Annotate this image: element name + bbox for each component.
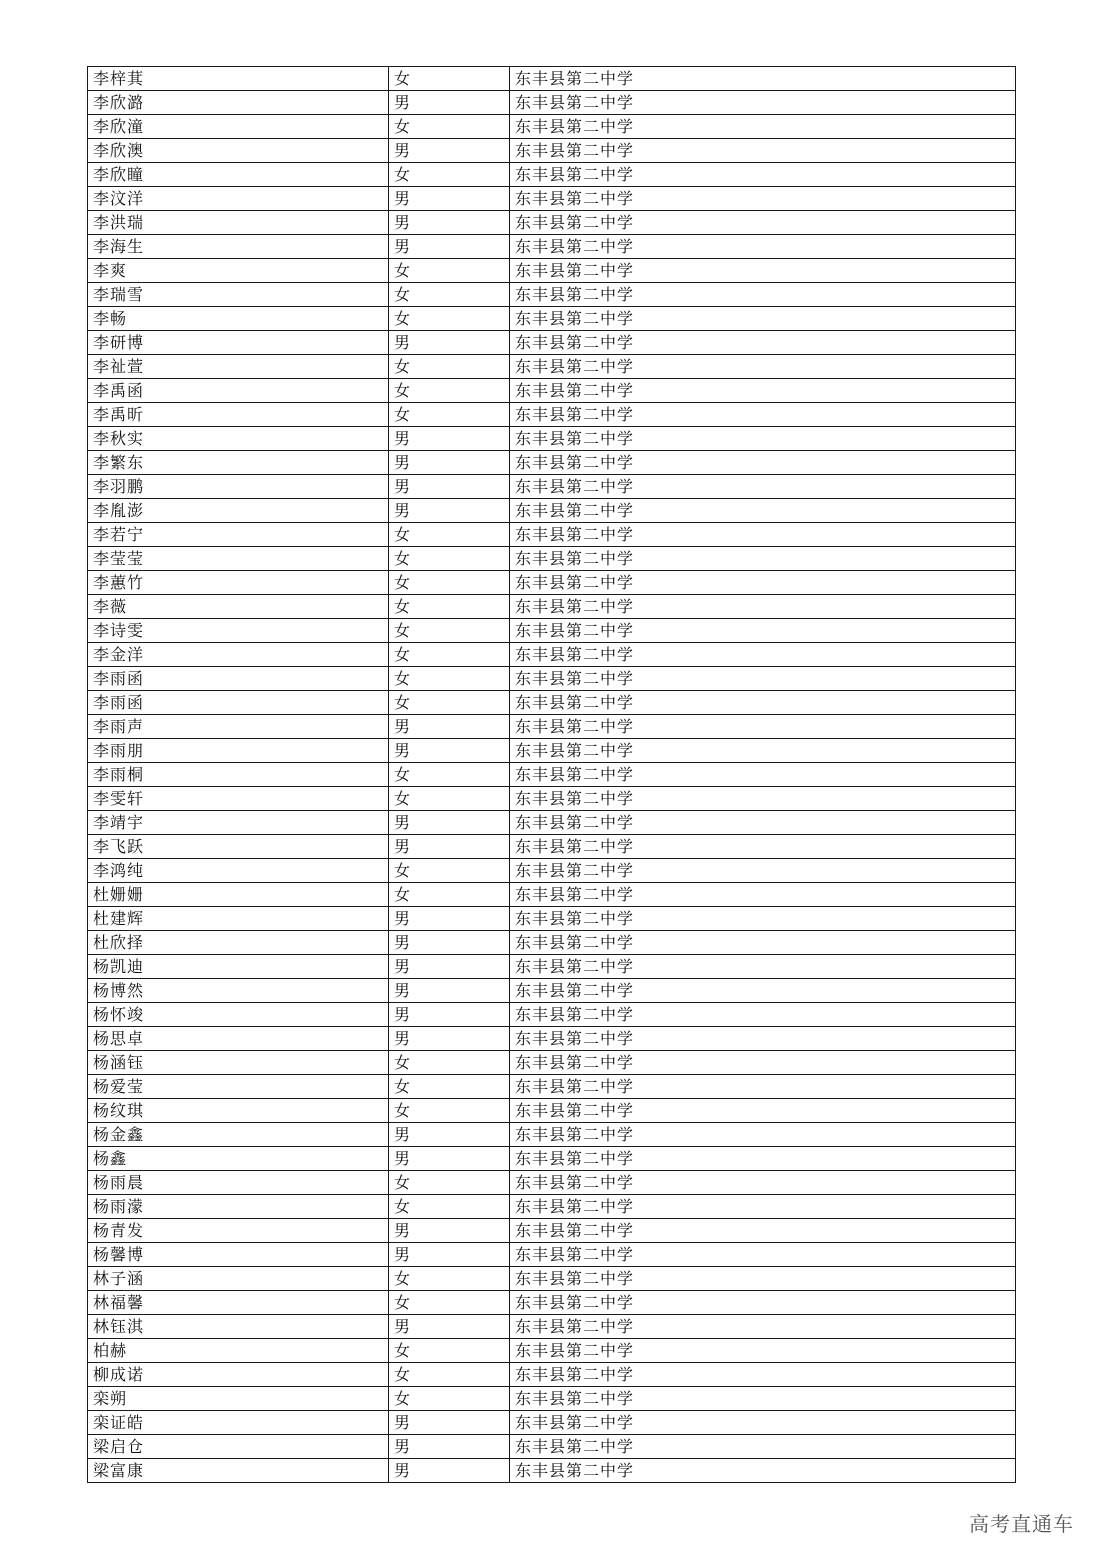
student-name-cell: 杨爱莹 xyxy=(88,1075,389,1099)
student-name-cell: 杨雨晨 xyxy=(88,1171,389,1195)
student-name-cell: 李薇 xyxy=(88,595,389,619)
table-row xyxy=(88,283,1016,307)
student-name-cell: 李羽鹏 xyxy=(88,475,389,499)
school-cell: 东丰县第二中学 xyxy=(510,1339,1016,1363)
student-name-cell: 杜欣择 xyxy=(88,931,389,955)
student-name-cell: 李梓萁 xyxy=(88,67,389,91)
table-row xyxy=(88,115,1016,139)
student-name-cell: 梁启仓 xyxy=(88,1435,389,1459)
table-row xyxy=(88,835,1016,859)
school-cell: 东丰县第二中学 xyxy=(510,595,1016,619)
school-cell: 东丰县第二中学 xyxy=(510,115,1016,139)
student-name-cell: 杜姗姗 xyxy=(88,883,389,907)
gender-cell: 女 xyxy=(389,115,510,139)
student-name-cell: 李莹莹 xyxy=(88,547,389,571)
school-cell: 东丰县第二中学 xyxy=(510,739,1016,763)
table-row xyxy=(88,523,1016,547)
gender-cell: 女 xyxy=(389,691,510,715)
school-cell: 东丰县第二中学 xyxy=(510,187,1016,211)
table-row xyxy=(88,1147,1016,1171)
table-row xyxy=(88,331,1016,355)
table-row xyxy=(88,211,1016,235)
gender-cell: 男 xyxy=(389,1147,510,1171)
gender-cell: 女 xyxy=(389,547,510,571)
student-name-cell: 杨纹琪 xyxy=(88,1099,389,1123)
table-row xyxy=(88,1099,1016,1123)
school-cell: 东丰县第二中学 xyxy=(510,139,1016,163)
table-row xyxy=(88,907,1016,931)
gender-cell: 女 xyxy=(389,859,510,883)
gender-cell: 女 xyxy=(389,787,510,811)
student-name-cell: 李欣澳 xyxy=(88,139,389,163)
table-row xyxy=(88,451,1016,475)
table-row xyxy=(88,1339,1016,1363)
student-name-cell: 李雨声 xyxy=(88,715,389,739)
table-row xyxy=(88,691,1016,715)
gender-cell: 男 xyxy=(389,739,510,763)
school-cell: 东丰县第二中学 xyxy=(510,331,1016,355)
gender-cell: 女 xyxy=(389,379,510,403)
student-name-cell: 李靖宇 xyxy=(88,811,389,835)
school-cell: 东丰县第二中学 xyxy=(510,715,1016,739)
school-cell: 东丰县第二中学 xyxy=(510,475,1016,499)
gender-cell: 女 xyxy=(389,283,510,307)
school-cell: 东丰县第二中学 xyxy=(510,643,1016,667)
table-row xyxy=(88,955,1016,979)
school-cell: 东丰县第二中学 xyxy=(510,1123,1016,1147)
school-cell: 东丰县第二中学 xyxy=(510,1075,1016,1099)
gender-cell: 男 xyxy=(389,1411,510,1435)
gender-cell: 男 xyxy=(389,1459,510,1483)
student-name-cell: 杨鑫 xyxy=(88,1147,389,1171)
student-name-cell: 李雯轩 xyxy=(88,787,389,811)
gender-cell: 男 xyxy=(389,1435,510,1459)
table-row xyxy=(88,643,1016,667)
gender-cell: 男 xyxy=(389,1003,510,1027)
gender-cell: 女 xyxy=(389,571,510,595)
school-cell: 东丰县第二中学 xyxy=(510,1291,1016,1315)
school-cell: 东丰县第二中学 xyxy=(510,691,1016,715)
table-row xyxy=(88,1267,1016,1291)
table-row xyxy=(88,1171,1016,1195)
gender-cell: 女 xyxy=(389,619,510,643)
table-row xyxy=(88,307,1016,331)
student-name-cell: 柏赫 xyxy=(88,1339,389,1363)
school-cell: 东丰县第二中学 xyxy=(510,307,1016,331)
school-cell: 东丰县第二中学 xyxy=(510,859,1016,883)
student-name-cell: 李秋实 xyxy=(88,427,389,451)
gender-cell: 男 xyxy=(389,811,510,835)
table-row xyxy=(88,667,1016,691)
table-row xyxy=(88,1027,1016,1051)
student-name-cell: 李汶洋 xyxy=(88,187,389,211)
table-row xyxy=(88,1363,1016,1387)
student-name-cell: 栾朔 xyxy=(88,1387,389,1411)
table-row xyxy=(88,883,1016,907)
table-row xyxy=(88,1075,1016,1099)
student-name-cell: 李海生 xyxy=(88,235,389,259)
student-name-cell: 杨涵钰 xyxy=(88,1051,389,1075)
gender-cell: 男 xyxy=(389,907,510,931)
table-row xyxy=(88,235,1016,259)
gender-cell: 男 xyxy=(389,955,510,979)
table-row xyxy=(88,499,1016,523)
school-cell: 东丰县第二中学 xyxy=(510,883,1016,907)
school-cell: 东丰县第二中学 xyxy=(510,1363,1016,1387)
student-name-cell: 李欣瞳 xyxy=(88,163,389,187)
table-row xyxy=(88,571,1016,595)
gender-cell: 女 xyxy=(389,1363,510,1387)
student-roster-table xyxy=(87,66,1016,1483)
school-cell: 东丰县第二中学 xyxy=(510,811,1016,835)
school-cell: 东丰县第二中学 xyxy=(510,1195,1016,1219)
table-row xyxy=(88,1243,1016,1267)
student-name-cell: 李欣潞 xyxy=(88,91,389,115)
student-name-cell: 李禹昕 xyxy=(88,403,389,427)
school-cell: 东丰县第二中学 xyxy=(510,1219,1016,1243)
school-cell: 东丰县第二中学 xyxy=(510,571,1016,595)
gender-cell: 男 xyxy=(389,499,510,523)
gender-cell: 女 xyxy=(389,523,510,547)
student-name-cell: 杨思卓 xyxy=(88,1027,389,1051)
gender-cell: 男 xyxy=(389,979,510,1003)
student-name-cell: 杨怀竣 xyxy=(88,1003,389,1027)
student-name-cell: 李洪瑞 xyxy=(88,211,389,235)
school-cell: 东丰县第二中学 xyxy=(510,67,1016,91)
gender-cell: 女 xyxy=(389,307,510,331)
student-name-cell: 李祉萱 xyxy=(88,355,389,379)
table-row xyxy=(88,931,1016,955)
student-name-cell: 李飞跃 xyxy=(88,835,389,859)
gender-cell: 女 xyxy=(389,1051,510,1075)
school-cell: 东丰县第二中学 xyxy=(510,235,1016,259)
table-row xyxy=(88,595,1016,619)
table-row xyxy=(88,475,1016,499)
gender-cell: 女 xyxy=(389,259,510,283)
gender-cell: 男 xyxy=(389,715,510,739)
student-name-cell: 林福馨 xyxy=(88,1291,389,1315)
school-cell: 东丰县第二中学 xyxy=(510,667,1016,691)
gender-cell: 女 xyxy=(389,1171,510,1195)
table-row xyxy=(88,1195,1016,1219)
school-cell: 东丰县第二中学 xyxy=(510,1459,1016,1483)
table-row xyxy=(88,139,1016,163)
gender-cell: 女 xyxy=(389,355,510,379)
table-row xyxy=(88,163,1016,187)
student-name-cell: 李瑞雪 xyxy=(88,283,389,307)
gender-cell: 男 xyxy=(389,427,510,451)
student-name-cell: 李欣潼 xyxy=(88,115,389,139)
student-name-cell: 杨青发 xyxy=(88,1219,389,1243)
school-cell: 东丰县第二中学 xyxy=(510,787,1016,811)
school-cell: 东丰县第二中学 xyxy=(510,91,1016,115)
gender-cell: 女 xyxy=(389,1387,510,1411)
gender-cell: 女 xyxy=(389,1267,510,1291)
school-cell: 东丰县第二中学 xyxy=(510,907,1016,931)
gender-cell: 女 xyxy=(389,595,510,619)
gender-cell: 女 xyxy=(389,1075,510,1099)
student-name-cell: 杨金鑫 xyxy=(88,1123,389,1147)
table-row xyxy=(88,859,1016,883)
school-cell: 东丰县第二中学 xyxy=(510,1147,1016,1171)
table-row xyxy=(88,259,1016,283)
school-cell: 东丰县第二中学 xyxy=(510,499,1016,523)
table-row xyxy=(88,787,1016,811)
school-cell: 东丰县第二中学 xyxy=(510,355,1016,379)
student-name-cell: 杨雨濛 xyxy=(88,1195,389,1219)
school-cell: 东丰县第二中学 xyxy=(510,451,1016,475)
student-name-cell: 李鸿纯 xyxy=(88,859,389,883)
school-cell: 东丰县第二中学 xyxy=(510,1171,1016,1195)
table-row xyxy=(88,1051,1016,1075)
school-cell: 东丰县第二中学 xyxy=(510,1387,1016,1411)
gender-cell: 女 xyxy=(389,67,510,91)
roster-body xyxy=(88,67,1016,1483)
gender-cell: 女 xyxy=(389,643,510,667)
gender-cell: 男 xyxy=(389,139,510,163)
table-row xyxy=(88,1219,1016,1243)
gender-cell: 男 xyxy=(389,1315,510,1339)
table-row xyxy=(88,91,1016,115)
gender-cell: 男 xyxy=(389,835,510,859)
school-cell: 东丰县第二中学 xyxy=(510,379,1016,403)
table-row xyxy=(88,379,1016,403)
student-name-cell: 李雨函 xyxy=(88,691,389,715)
gender-cell: 女 xyxy=(389,1195,510,1219)
gender-cell: 女 xyxy=(389,1291,510,1315)
gender-cell: 男 xyxy=(389,211,510,235)
table-row xyxy=(88,403,1016,427)
student-name-cell: 柳成诺 xyxy=(88,1363,389,1387)
table-row xyxy=(88,1411,1016,1435)
school-cell: 东丰县第二中学 xyxy=(510,1051,1016,1075)
gender-cell: 男 xyxy=(389,931,510,955)
gender-cell: 女 xyxy=(389,1099,510,1123)
school-cell: 东丰县第二中学 xyxy=(510,1003,1016,1027)
gender-cell: 男 xyxy=(389,1027,510,1051)
school-cell: 东丰县第二中学 xyxy=(510,1027,1016,1051)
table-row xyxy=(88,763,1016,787)
school-cell: 东丰县第二中学 xyxy=(510,427,1016,451)
table-row xyxy=(88,1459,1016,1483)
student-name-cell: 李爽 xyxy=(88,259,389,283)
gender-cell: 男 xyxy=(389,187,510,211)
school-cell: 东丰县第二中学 xyxy=(510,1099,1016,1123)
school-cell: 东丰县第二中学 xyxy=(510,979,1016,1003)
student-name-cell: 李畅 xyxy=(88,307,389,331)
table-row xyxy=(88,619,1016,643)
gender-cell: 男 xyxy=(389,451,510,475)
student-name-cell: 李研博 xyxy=(88,331,389,355)
table-row xyxy=(88,547,1016,571)
student-name-cell: 李雨桐 xyxy=(88,763,389,787)
school-cell: 东丰县第二中学 xyxy=(510,403,1016,427)
table-row xyxy=(88,811,1016,835)
school-cell: 东丰县第二中学 xyxy=(510,547,1016,571)
school-cell: 东丰县第二中学 xyxy=(510,955,1016,979)
school-cell: 东丰县第二中学 xyxy=(510,523,1016,547)
student-name-cell: 林子涵 xyxy=(88,1267,389,1291)
student-name-cell: 李繁东 xyxy=(88,451,389,475)
table-row xyxy=(88,1291,1016,1315)
school-cell: 东丰县第二中学 xyxy=(510,763,1016,787)
student-name-cell: 李若宁 xyxy=(88,523,389,547)
watermark-text: 高考直通车 xyxy=(969,1512,1074,1536)
table-row xyxy=(88,355,1016,379)
gender-cell: 男 xyxy=(389,331,510,355)
school-cell: 东丰县第二中学 xyxy=(510,1411,1016,1435)
student-name-cell: 杨馨博 xyxy=(88,1243,389,1267)
student-name-cell: 李雨朋 xyxy=(88,739,389,763)
student-name-cell: 梁富康 xyxy=(88,1459,389,1483)
table-row xyxy=(88,67,1016,91)
table-row xyxy=(88,187,1016,211)
table-row xyxy=(88,427,1016,451)
table-row xyxy=(88,1123,1016,1147)
student-name-cell: 李诗雯 xyxy=(88,619,389,643)
gender-cell: 男 xyxy=(389,1123,510,1147)
student-name-cell: 李胤澎 xyxy=(88,499,389,523)
gender-cell: 女 xyxy=(389,163,510,187)
table-row xyxy=(88,979,1016,1003)
gender-cell: 女 xyxy=(389,403,510,427)
gender-cell: 女 xyxy=(389,883,510,907)
gender-cell: 女 xyxy=(389,667,510,691)
school-cell: 东丰县第二中学 xyxy=(510,931,1016,955)
school-cell: 东丰县第二中学 xyxy=(510,1315,1016,1339)
school-cell: 东丰县第二中学 xyxy=(510,283,1016,307)
student-name-cell: 杨博然 xyxy=(88,979,389,1003)
school-cell: 东丰县第二中学 xyxy=(510,163,1016,187)
student-name-cell: 李金洋 xyxy=(88,643,389,667)
school-cell: 东丰县第二中学 xyxy=(510,259,1016,283)
school-cell: 东丰县第二中学 xyxy=(510,1267,1016,1291)
gender-cell: 男 xyxy=(389,475,510,499)
school-cell: 东丰县第二中学 xyxy=(510,1435,1016,1459)
student-name-cell: 栾证皓 xyxy=(88,1411,389,1435)
student-name-cell: 杜建辉 xyxy=(88,907,389,931)
student-name-cell: 李雨函 xyxy=(88,667,389,691)
student-name-cell: 林钰淇 xyxy=(88,1315,389,1339)
table-row xyxy=(88,1315,1016,1339)
school-cell: 东丰县第二中学 xyxy=(510,835,1016,859)
student-name-cell: 李禹函 xyxy=(88,379,389,403)
table-row xyxy=(88,1387,1016,1411)
school-cell: 东丰县第二中学 xyxy=(510,211,1016,235)
student-name-cell: 杨凯迪 xyxy=(88,955,389,979)
school-cell: 东丰县第二中学 xyxy=(510,1243,1016,1267)
school-cell: 东丰县第二中学 xyxy=(510,619,1016,643)
table-row xyxy=(88,1435,1016,1459)
gender-cell: 男 xyxy=(389,235,510,259)
student-name-cell: 李蕙竹 xyxy=(88,571,389,595)
table-row xyxy=(88,739,1016,763)
gender-cell: 男 xyxy=(389,91,510,115)
table-row xyxy=(88,1003,1016,1027)
gender-cell: 男 xyxy=(389,1243,510,1267)
gender-cell: 男 xyxy=(389,1219,510,1243)
table-row xyxy=(88,715,1016,739)
gender-cell: 女 xyxy=(389,1339,510,1363)
gender-cell: 女 xyxy=(389,763,510,787)
